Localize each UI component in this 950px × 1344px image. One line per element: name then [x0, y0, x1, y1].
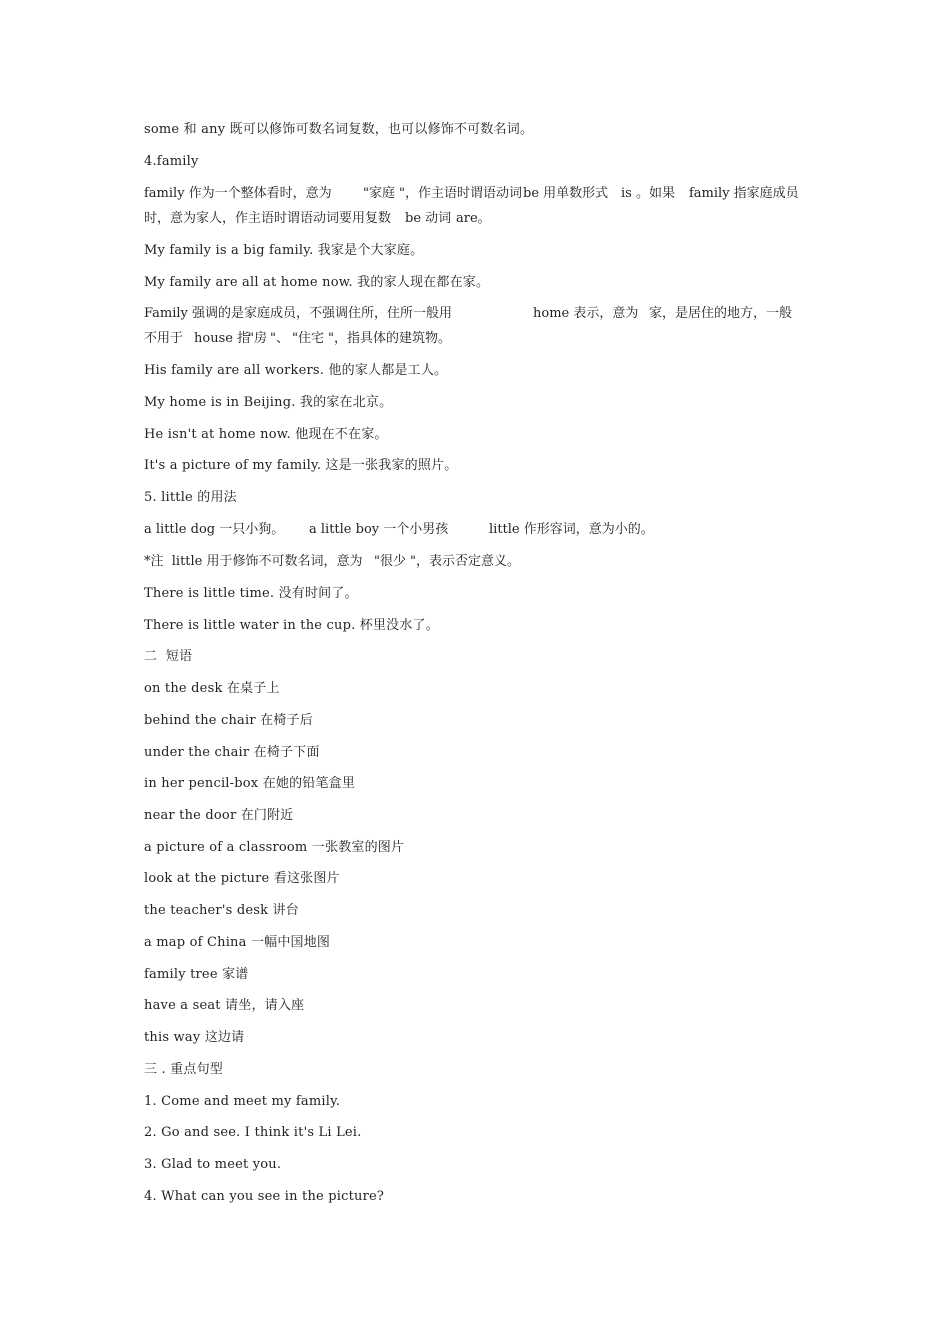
- heading-little: 5. little 的用法: [144, 490, 237, 505]
- section-heading-phrases: 二 短语: [144, 649, 193, 664]
- text-segment: little 作形容词，意为小的。: [489, 522, 654, 537]
- text-segment: "、: [270, 331, 289, 346]
- text-segment: "，作主语时谓语动词: [399, 186, 522, 201]
- text-segment: Family 强调的是家庭成员，不强调住所，住所一般用: [144, 306, 453, 321]
- text-segment: "住宅: [292, 331, 324, 346]
- text-segment: "家庭: [363, 186, 395, 201]
- text-segment: is 。如果: [621, 186, 675, 201]
- phrase-item: look at the picture 看这张图片: [144, 871, 340, 886]
- text-segment: home 表示，意为: [533, 306, 639, 321]
- example-sentence: His family are all workers. 他的家人都是工人。: [144, 363, 448, 378]
- example-sentence: My family are all at home now. 我的家人现在都在家。: [144, 275, 490, 290]
- phrase-item: family tree 家谱: [144, 967, 249, 982]
- example-sentence: There is little water in the cup. 杯里没水了。: [144, 618, 439, 633]
- text-segment: house 指: [194, 331, 251, 346]
- text-line-some-any: some 和 any 既可以修饰可数名词复数，也可以修饰不可数名词。: [144, 122, 534, 137]
- text-segment: a little dog 一只小狗。: [144, 522, 285, 537]
- example-sentence: There is little time. 没有时间了。: [144, 586, 358, 601]
- text-segment: family 指家庭成员: [689, 186, 799, 201]
- key-sentence: 4. What can you see in the picture?: [144, 1189, 385, 1204]
- text-segment: 家，是居住的地方，一般: [649, 306, 793, 321]
- text-segment: be 用单数形式: [523, 186, 609, 201]
- phrase-item: the teacher's desk 讲台: [144, 903, 299, 918]
- key-sentence: 1. Come and meet my family.: [144, 1094, 341, 1109]
- phrase-item: a picture of a classroom 一张教室的图片: [144, 840, 405, 855]
- heading-family: 4.family: [144, 154, 199, 169]
- text-segment: a little boy 一个小男孩: [309, 522, 449, 537]
- text-segment: "很少: [374, 554, 406, 569]
- text-segment: *注 little 用于修饰不可数名词，意为: [144, 554, 363, 569]
- text-segment: "，表示否定意义。: [410, 554, 520, 569]
- phrase-item: near the door 在门附近: [144, 808, 294, 823]
- phrase-item: this way 这边请: [144, 1030, 245, 1045]
- text-segment: "，指具体的建筑物。: [328, 331, 451, 346]
- phrase-item: in her pencil-box 在她的铅笔盒里: [144, 776, 356, 791]
- section-heading-key-sentences: 三 . 重点句型: [144, 1062, 223, 1077]
- example-sentence: My home is in Beijing. 我的家在北京。: [144, 395, 393, 410]
- phrase-item: on the desk 在桌子上: [144, 681, 280, 696]
- phrase-item: a map of China 一幅中国地图: [144, 935, 331, 950]
- text-segment: 不用于: [144, 331, 184, 346]
- text-segment: are。: [456, 211, 491, 226]
- key-sentence: 2. Go and see. I think it's Li Lei.: [144, 1125, 362, 1140]
- phrase-item: under the chair 在椅子下面: [144, 745, 320, 760]
- text-segment: family 作为一个整体看时，意为: [144, 186, 332, 201]
- phrase-item: have a seat 请坐，请入座: [144, 998, 305, 1013]
- example-sentence: It's a picture of my family. 这是一张我家的照片。: [144, 458, 458, 473]
- text-segment: 时，意为家人，作主语时谓语动词要用复数: [144, 211, 392, 226]
- example-sentence: My family is a big family. 我家是个大家庭。: [144, 243, 424, 258]
- example-sentence: He isn't at home now. 他现在不在家。: [144, 427, 388, 442]
- text-segment: be 动词: [405, 211, 452, 226]
- phrase-item: behind the chair 在椅子后: [144, 713, 313, 728]
- text-segment: "房: [248, 331, 267, 346]
- key-sentence: 3. Glad to meet you.: [144, 1157, 282, 1172]
